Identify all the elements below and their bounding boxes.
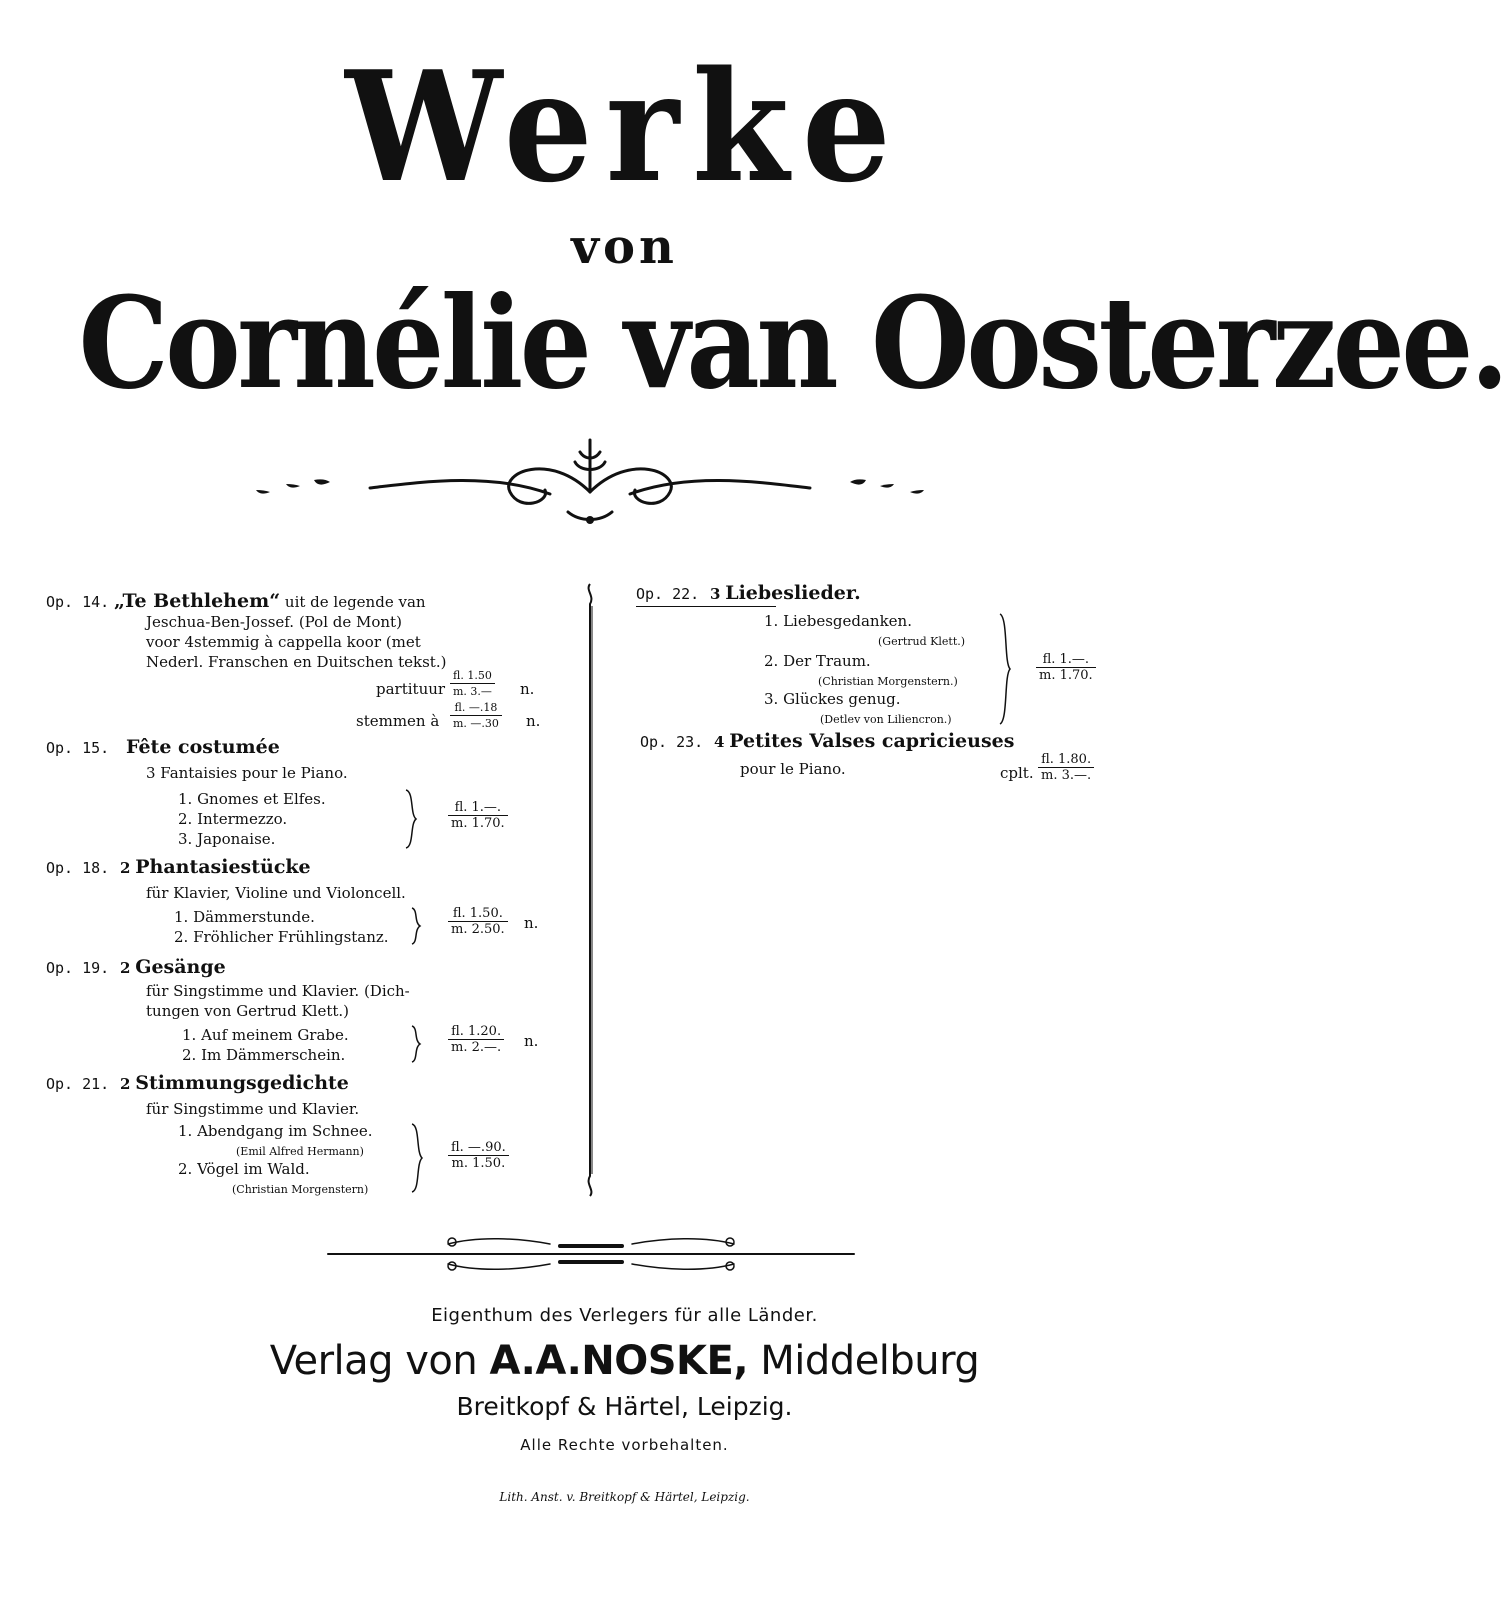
price-label: partituur: [376, 680, 446, 698]
title-von: von: [571, 219, 678, 275]
opus-21-entry: [46, 1074, 349, 1094]
list-item: 1. Auf meinem Grabe.: [182, 1026, 349, 1044]
work-count: 4: [714, 733, 725, 751]
list-item: 3. Japonaise.: [178, 830, 276, 848]
title-werke: Werke: [345, 37, 904, 216]
opus-14-entry: [46, 592, 426, 612]
work-title: Petites Valses capricieuses: [729, 730, 1015, 752]
poet-credit: (Christian Morgenstern.): [818, 675, 958, 688]
work-description: für Singstimme und Klavier.: [146, 1100, 360, 1118]
poet-credit: (Detlev von Liliencron.): [820, 713, 952, 726]
work-count: 2: [120, 859, 131, 877]
poet-credit: (Gertrud Klett.): [878, 635, 966, 648]
opus-number: Op. 19.: [46, 959, 110, 977]
lithographer-credit: Lith. Anst. v. Breitkopf & Härtel, Leipzig.: [499, 1490, 750, 1504]
brace-icon: [410, 1024, 422, 1064]
net-price-mark: n.: [526, 712, 541, 730]
underline-rule: [636, 606, 776, 607]
opus-number: Op. 22.: [636, 585, 700, 603]
price-fraction: $\frac{fl. 1.—.}{m. 1.70.}$: [1036, 652, 1096, 683]
publisher-prefix: Verlag von: [269, 1338, 478, 1384]
list-item: 1. Liebesgedanken.: [764, 612, 912, 630]
poet-credit: (Emil Alfred Hermann): [236, 1145, 364, 1158]
work-description: 3 Fantaisies pour le Piano.: [146, 764, 348, 782]
list-item: 3. Glückes genug.: [764, 690, 901, 708]
work-description: Nederl. Franschen en Duitschen tekst.): [146, 653, 447, 671]
opus-18-entry: [46, 858, 311, 878]
opus-number: Op. 15.: [46, 739, 110, 757]
list-item: 1. Dämmerstunde.: [174, 908, 315, 926]
price-label: stemmen à: [356, 712, 440, 730]
work-description: voor 4stemmig à cappella koor (met: [146, 633, 421, 651]
price-fraction: $\frac{fl. 1.20.}{m. 2.—.}$: [448, 1024, 504, 1055]
work-description: Jeschua-Ben-Jossef. (Pol de Mont): [146, 613, 402, 631]
composer-name: Cornélie van Oosterzee.: [78, 269, 1506, 417]
opus-number: Op. 23.: [640, 733, 704, 751]
list-item: 2. Fröhlicher Frühlingstanz.: [174, 928, 389, 946]
list-item: 2. Der Traum.: [764, 652, 871, 670]
rights-line: Eigenthum des Verlegers für alle Länder.: [431, 1305, 818, 1326]
work-count: 3: [710, 585, 721, 603]
work-description: uit de legende van: [284, 593, 426, 611]
brace-icon: [410, 1122, 424, 1194]
brace-icon: [998, 612, 1012, 726]
work-description: tungen von Gertrud Klett.): [146, 1002, 350, 1020]
co-publisher: Breitkopf & Härtel, Leipzig.: [456, 1392, 793, 1421]
work-title: Phantasiestücke: [135, 856, 311, 878]
opus-15-entry: [46, 738, 280, 758]
price-fraction: $\frac{fl. 1.80.}{m. 3.—.}$: [1038, 752, 1094, 783]
price-fraction: $\frac{fl. —.90.}{m. 1.50.}$: [448, 1140, 509, 1171]
brace-icon: [404, 788, 418, 850]
rights-reserved: Alle Rechte vorbehalten.: [520, 1436, 729, 1454]
opus-19-entry: [46, 958, 226, 978]
price-label: cplt.: [1000, 764, 1034, 782]
work-description: für Singstimme und Klavier. (Dich-: [146, 982, 410, 1000]
list-item: 2. Vögel im Wald.: [178, 1160, 310, 1178]
work-title: Liebeslieder.: [725, 582, 861, 604]
price-fraction: $\frac{fl. 1.50.}{m. 2.50.}$: [448, 906, 508, 937]
work-title: Stimmungsgedichte: [135, 1072, 349, 1094]
price-fraction: $\frac{fl. 1.50}{m. 3.—}$: [450, 668, 495, 699]
opus-22-entry: [636, 584, 861, 604]
price-fraction: $\frac{fl. 1.—.}{m. 1.70.}$: [448, 800, 508, 831]
rule-ornament-icon: [328, 1232, 854, 1276]
net-price-mark: n.: [524, 1032, 539, 1050]
poet-credit: (Christian Morgenstern): [232, 1183, 369, 1196]
work-title: Fête costumée: [126, 736, 280, 758]
list-item: 1. Gnomes et Elfes.: [178, 790, 326, 808]
brace-icon: [410, 906, 422, 946]
work-count: 2: [120, 959, 131, 977]
opus-number: Op. 14.: [46, 593, 110, 611]
column-divider: [583, 584, 597, 1196]
work-count: 2: [120, 1075, 131, 1093]
opus-number: Op. 18.: [46, 859, 110, 877]
publisher-city: Middelburg: [760, 1338, 980, 1384]
work-title: Gesänge: [135, 956, 226, 978]
opus-number: Op. 21.: [46, 1075, 110, 1093]
opus-23-entry: [640, 732, 1014, 752]
net-price-mark: n.: [524, 914, 539, 932]
work-title: „Te Bethlehem“: [114, 590, 281, 612]
net-price-mark: n.: [520, 680, 535, 698]
list-item: 2. Im Dämmerschein.: [182, 1046, 346, 1064]
work-description: für Klavier, Violine und Violoncell.: [146, 884, 406, 902]
list-item: 1. Abendgang im Schnee.: [178, 1122, 373, 1140]
flourish-ornament-icon: [250, 432, 930, 532]
publisher-line: [0, 1336, 1249, 1386]
work-description: pour le Piano.: [740, 760, 846, 778]
price-fraction: $\frac{fl. —.18}{m. —.30}$: [450, 700, 502, 731]
list-item: 2. Intermezzo.: [178, 810, 288, 828]
publisher-name: A.A.NOSKE,: [489, 1338, 749, 1384]
